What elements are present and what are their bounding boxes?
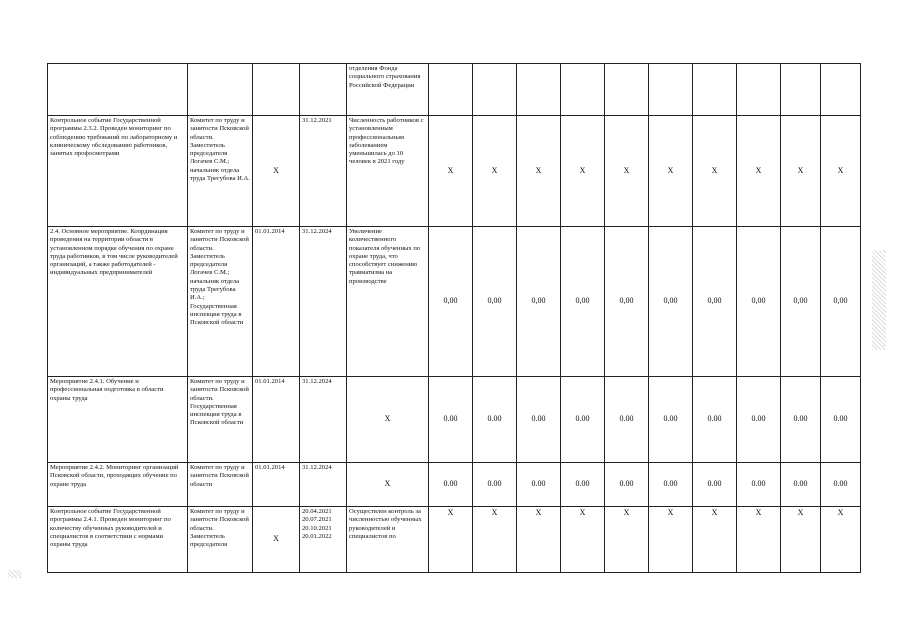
end-date-cell: 31.12.2024 [300, 227, 347, 377]
responsible-cell [188, 64, 253, 116]
value-cell: 0.00 [561, 463, 605, 507]
indicator-cell: X [347, 463, 429, 507]
value-cell [429, 64, 473, 116]
end-date-cell: 31.12.2024 [300, 463, 347, 507]
value-cell: X [693, 116, 737, 227]
value-cell: 0,00 [781, 227, 821, 377]
value-cell [821, 64, 861, 116]
table-row [48, 227, 861, 377]
end-date-cell: 31.12.2021 [300, 116, 347, 227]
value-cell: 0.00 [517, 463, 561, 507]
value-cell: X [781, 116, 821, 227]
end-date-cell: 20.04.2021 20.07.2021 20.10.2021 20.01.2022 [300, 507, 347, 573]
value-cell: 0.00 [693, 463, 737, 507]
start-date-cell: X [253, 116, 300, 227]
value-cell: 0.00 [781, 377, 821, 463]
value-cell: X [429, 507, 473, 573]
start-date-cell: 01.01.2014 [253, 463, 300, 507]
value-cell: X [517, 507, 561, 573]
event-name-cell: Мероприятие 2.4.2. Мониторинг организаций Псковской области, проходящих обучение по охране труда [48, 463, 188, 507]
value-cell: 0.00 [473, 463, 517, 507]
value-cell [605, 64, 649, 116]
value-cell: 0.00 [649, 377, 693, 463]
responsible-cell: Комитет по труду и занятости Псковской области. Заместитель председателя Логачев С.М.; начальник отдела труда Трегубова И.А. [188, 116, 253, 227]
value-cell [781, 64, 821, 116]
indicator-cell: Численность работников с установленным профессиональным заболеванием уменьшилась до 10 человек в 2021 году [347, 116, 429, 227]
start-date-cell [253, 64, 300, 116]
event-name-cell: Мероприятие 2.4.1. Обучение и профессиональная подготовка в области охраны труда [48, 377, 188, 463]
responsible-cell: Комитет по труду и занятости Псковской области. Заместитель председателя [188, 507, 253, 573]
value-cell: X [473, 116, 517, 227]
value-cell: X [561, 116, 605, 227]
value-cell: 0,00 [821, 227, 861, 377]
value-cell: X [649, 507, 693, 573]
indicator-cell: Осуществлен контроль за численностью обученных руководителей и специалистов по [347, 507, 429, 573]
value-cell: 0,00 [429, 227, 473, 377]
value-cell: 0.00 [649, 463, 693, 507]
event-name-cell [48, 64, 188, 116]
value-cell: 0.00 [429, 377, 473, 463]
value-cell: 0.00 [517, 377, 561, 463]
table-row [48, 116, 861, 227]
value-cell: X [429, 116, 473, 227]
value-cell: 0.00 [781, 463, 821, 507]
value-cell: 0.00 [737, 463, 781, 507]
responsible-cell: Комитет по труду и занятости Псковской области. Государственная инспекция труда в Псковской области [188, 377, 253, 463]
value-cell: 0.00 [473, 377, 517, 463]
indicator-cell: отделения Фонда социального страхования Российской Федерации [347, 64, 429, 116]
value-cell: X [649, 116, 693, 227]
value-cell: X [781, 507, 821, 573]
table-row [48, 463, 861, 507]
value-cell: 0.00 [737, 377, 781, 463]
value-cell: X [737, 116, 781, 227]
responsible-cell: Комитет по труду и занятости Псковской области. Заместитель председателя Логачев С.М.; начальник отдела труда Трегубова И.А.; Государственная инспекция труда в Псковской области [188, 227, 253, 377]
scan-artifact-right [872, 250, 886, 350]
event-name-cell: Контрольное событие Государственной программы 2.3.2. Проведен мониторинг по соблюдению требований по лабораторному и клиническому обследованию работников, занятых профосмотрами [48, 116, 188, 227]
value-cell: 0,00 [561, 227, 605, 377]
event-name-cell: 2.4. Основное мероприятие. Координация проведения на территории области в установленном порядке обучения по охране труда работников, в том числе руководителей организаций, а также работодателей - индивидуальных предпринимателей [48, 227, 188, 377]
end-date-cell: 31.12.2024 [300, 377, 347, 463]
value-cell [649, 64, 693, 116]
value-cell [737, 64, 781, 116]
value-cell: 0.00 [821, 463, 861, 507]
value-cell: 0.00 [561, 377, 605, 463]
value-cell: X [605, 507, 649, 573]
value-cell: 0,00 [473, 227, 517, 377]
value-cell: X [473, 507, 517, 573]
value-cell: X [517, 116, 561, 227]
value-cell: X [605, 116, 649, 227]
value-cell: X [693, 507, 737, 573]
value-cell: 0,00 [737, 227, 781, 377]
value-cell: 0.00 [821, 377, 861, 463]
value-cell: X [561, 507, 605, 573]
value-cell: X [737, 507, 781, 573]
end-date-cell [300, 64, 347, 116]
table-row [48, 377, 861, 463]
table-row [48, 507, 861, 573]
responsible-cell: Комитет по труду и занятости Псковской области [188, 463, 253, 507]
value-cell [517, 64, 561, 116]
value-cell [693, 64, 737, 116]
value-cell: X [821, 116, 861, 227]
value-cell: X [821, 507, 861, 573]
value-cell [473, 64, 517, 116]
indicator-cell: X [347, 377, 429, 463]
table-row [48, 64, 861, 116]
value-cell [561, 64, 605, 116]
value-cell: 0.00 [429, 463, 473, 507]
program-table [47, 63, 861, 573]
indicator-cell: Увеличение количественного показателя обученных по охране труда, что способствует снижению травматизма на производстве [347, 227, 429, 377]
event-name-cell: Контрольное событие Государственной программы 2.4.1. Проведен мониторинг по количеству обученных руководителей и специалистов в соответствии с нормами охраны труда [48, 507, 188, 573]
value-cell: 0.00 [605, 377, 649, 463]
scan-artifact-left [8, 570, 22, 578]
value-cell: 0.00 [693, 377, 737, 463]
start-date-cell: 01.01.2014 [253, 377, 300, 463]
value-cell: 0.00 [605, 463, 649, 507]
start-date-cell: X [253, 507, 300, 573]
value-cell: 0,00 [693, 227, 737, 377]
value-cell: 0,00 [649, 227, 693, 377]
start-date-cell: 01.01.2014 [253, 227, 300, 377]
value-cell: 0,00 [517, 227, 561, 377]
value-cell: 0,00 [605, 227, 649, 377]
